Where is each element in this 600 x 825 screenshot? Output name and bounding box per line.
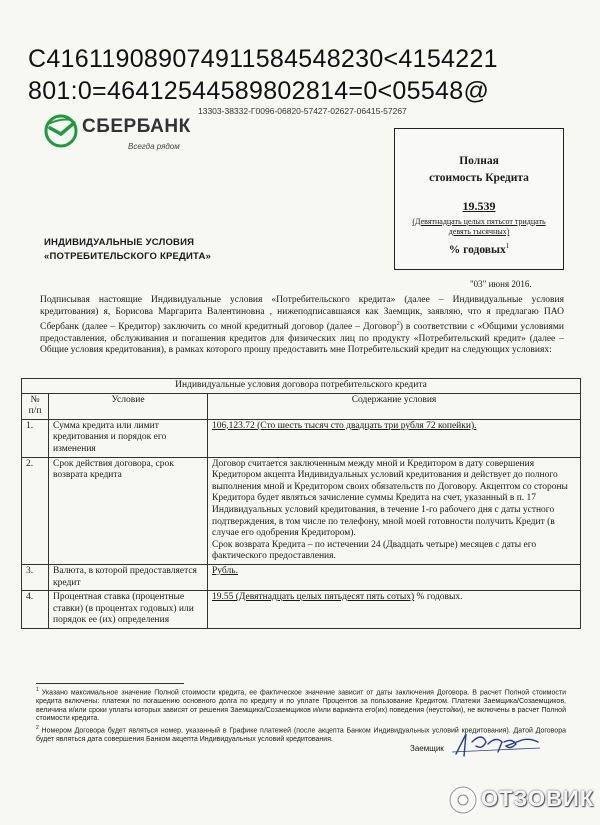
cost-title-line-1: Полная bbox=[459, 155, 499, 167]
intro-paragraph bbox=[40, 295, 564, 357]
footnote-1-mark: 1 bbox=[36, 687, 39, 693]
row-content-paragraph-2: Срок возврата Кредита – по истечении 24 (Двадцать четыре) месяцев с даты его фактического предоставления. bbox=[212, 539, 537, 562]
row-condition: Процентная ставка (процентные ставки) (в процентах годовых) или порядок ее (их) определения bbox=[49, 591, 208, 629]
borrower-label: Заемщик bbox=[410, 744, 444, 753]
row-condition: Сумма кредита или лимит кредитования и порядок его изменения bbox=[49, 419, 208, 457]
table-row bbox=[22, 564, 581, 590]
row-content: 106,123.72 (Сто шесть тысяч сто двадцать три рубля 72 копейки). bbox=[208, 419, 581, 457]
table-caption-row bbox=[22, 379, 581, 394]
otzovik-watermark bbox=[445, 782, 595, 818]
cost-unit-text: % годовых bbox=[448, 243, 506, 256]
cost-value-words: (Девятнадцать целых пятьсот тридцать девять тысячных) bbox=[412, 217, 546, 236]
cost-value: 19.539 bbox=[462, 199, 496, 213]
barcode-number: 13303-38332-Г0096-06820-57427-02627-06415-57267 bbox=[198, 106, 407, 116]
row-condition: Валюта, в которой предоставляется кредит bbox=[49, 564, 208, 590]
header-content: Содержание условия bbox=[208, 393, 581, 419]
row-condition: Срок действия договора, срок возврата кредита bbox=[49, 457, 208, 564]
header-condition: Условие bbox=[49, 393, 208, 419]
cost-unit-footnote-mark: 1 bbox=[505, 242, 510, 250]
footnote-2-text: Номером Договора будет являться номер, указанный в Графике платежей (после акцепта Банком Индивидуальных условий кредитования). Датой Договора будет являться дата совершения Банком акцепта Индивидуальных условий кредитования. bbox=[36, 727, 566, 744]
row-content bbox=[208, 591, 581, 629]
logo-tagline: Всегда рядом bbox=[128, 142, 180, 151]
machine-code-line-2: 801:0=4641254458980281​4=0<05548@ bbox=[28, 77, 490, 105]
footnote-1 bbox=[36, 686, 566, 724]
row-content-paragraph-1: Договор считается заключенным между мной и Кредитором в дату совершения Кредитором акцепта Индивидуальных условий кредитования и действует до полного выполнения мной и Кредитором своих обязательств по Договору. Акцептом со стороны Кредитора будет являться зачисление суммы Кредита на счет, указанный в п. 17 Индивидуальных условий кредитования, в течение 1-го рабочего дня с даты устного подтверждения, в том числе по телефону, мной моей готовности получить Кредит (в случае его одобрения Кредитором). bbox=[212, 458, 568, 539]
table-row bbox=[22, 591, 581, 629]
logo-name: СБЕРБАНК bbox=[82, 116, 191, 137]
intro-footnote-mark: 2 bbox=[396, 320, 400, 327]
document-date: "03" июня 2016. bbox=[470, 279, 532, 289]
machine-code-line-1: C41611908907491158454823​0<4154221 bbox=[28, 45, 498, 73]
row-content: Рубль. bbox=[208, 564, 581, 590]
footnote-divider bbox=[36, 683, 184, 684]
table-header-row bbox=[22, 393, 581, 419]
document-title-line-2: «ПОТРЕБИТЕЛЬСКОГО КРЕДИТА» bbox=[44, 251, 211, 262]
sberbank-logo-icon bbox=[44, 114, 78, 148]
interest-rate-value: 19.55 (Девятнадцать целых пятьдесят пять сотых) bbox=[212, 592, 415, 603]
sberbank-logo bbox=[44, 114, 214, 154]
table-row bbox=[22, 419, 581, 457]
row-num: 2. bbox=[22, 457, 49, 564]
cost-box-title bbox=[395, 153, 563, 187]
interest-rate-unit: % годовых. bbox=[414, 592, 463, 603]
row-num: 1. bbox=[22, 419, 49, 457]
cost-unit bbox=[395, 242, 563, 256]
full-credit-cost-box bbox=[394, 128, 564, 270]
table-caption: Индивидуальные условия договора потребительского кредита bbox=[22, 379, 581, 394]
row-num: 4. bbox=[22, 591, 49, 629]
header-num: № п/п bbox=[22, 393, 49, 419]
signature-icon bbox=[452, 728, 542, 760]
row-num: 3. bbox=[22, 564, 49, 590]
cost-title-line-2: стоимость Кредита bbox=[429, 172, 529, 184]
intro-text-part-1: Подписывая настоящие Индивидуальные условия «Потребительского кредита» (далее – Индивидуальные условия кредитования) я, Борисова Маргарита Валентиновна , нижеподписавшаяся как Заемщик, заявляю, что я предлагаю ПАО Сбербанк (далее – Кредитор) заключить со мной кредитный договор (далее – Договор bbox=[40, 295, 564, 332]
row-content bbox=[208, 457, 581, 564]
document-title bbox=[44, 236, 264, 264]
intro-text-part-2: ) в соответствии с «Общими условиями предоставления, обслуживания и погашения кредитов для физических лиц по продукту «Потребительский кредит» (далее – Общие условия кредитования), в рамках которого прошу предоставить мне Потребительский кредит на следующих условиях: bbox=[40, 321, 564, 356]
document-title-line-1: ИНДИВИДУАЛЬНЫЕ УСЛОВИЯ bbox=[44, 237, 195, 248]
watermark-logo-icon bbox=[447, 784, 479, 816]
footnote-2-mark: 2 bbox=[36, 725, 39, 732]
table-row bbox=[22, 457, 581, 564]
footnote-1-text: Указано максимальное значение Полной стоимости кредита, ее фактическое значение зависит от даты заключения Договора. В расчет Полной стоимости кредита включены: платежи по погашению основного долга по кредиту и по уплате Процентов за пользование Кредитом. Платежи Заемщика/Созаемщиков, величина и/или сроки уплаты которых зависят от решения Заемщика/Созаемщиков и/или варианта его(их) поведения (неустойки), не включены в расчет Полной стоимости кредита. bbox=[36, 689, 566, 723]
watermark-text: ОТЗОВИК bbox=[481, 786, 595, 811]
conditions-table bbox=[21, 378, 581, 629]
